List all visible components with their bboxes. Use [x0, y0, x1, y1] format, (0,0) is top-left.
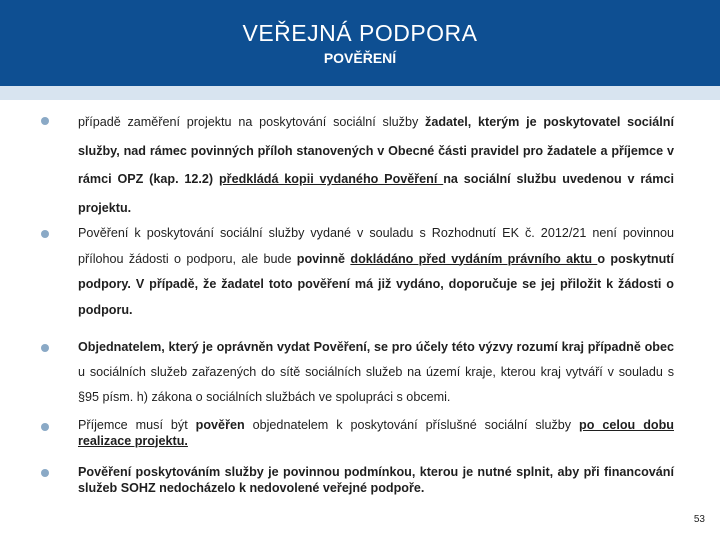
text-segment-bold: Objednatelem, který je oprávněn vydat Pověření, se pro účely této výzvy rozumí kraj případně obec: [78, 340, 674, 354]
text-segment-bold-underlined: po celou dobu realizace projektu.: [78, 418, 674, 448]
bullet-icon: [41, 344, 49, 352]
slide-header: [0, 0, 720, 86]
slide-subtitle: POVĚŘENÍ: [323, 50, 397, 66]
bullet-text: [78, 335, 674, 410]
text-segment: Pověření k poskytování sociální služby vydané v souladu s Rozhodnutí EK č. 2012/21 není povinnou přílohou žádosti o podporu, ale bude: [78, 226, 674, 266]
bullet-text: [78, 108, 674, 222]
bullet-icon: [41, 117, 49, 125]
header-divider: [0, 86, 720, 100]
bullet-text: [78, 464, 674, 496]
page-number: 53: [693, 514, 705, 525]
text-segment-bold-underlined: dokládáno před vydáním právního aktu: [350, 251, 598, 266]
text-segment: případě zaměření projektu na poskytování sociální služby: [78, 115, 426, 129]
bullet-icon: [41, 230, 49, 238]
text-segment-bold: žadatel, kterým je poskytovatel sociální služby, nad rámec povinných příloh stanovených v Obecné části pravidel pro žadatele a příjemce v rámci OPZ (kap. 12.2): [78, 115, 674, 186]
bullet-text: [78, 221, 674, 323]
bullet-icon: [41, 469, 49, 477]
text-segment-bold: povinně: [296, 251, 351, 266]
text-segment-bold: pověřen: [195, 418, 253, 432]
text-segment: objednatelem k poskytování příslušné sociální služby: [252, 418, 580, 432]
slide-title: VEŘEJNÁ PODPORA: [242, 20, 478, 46]
text-segment-bold: o poskytnutí podpory. V případě, že žadatel toto pověření má již vydáno, doporučuje se jej přiložit k žádosti o podporu.: [78, 251, 674, 317]
text-segment: Příjemce musí být: [78, 418, 196, 432]
bullet-icon: [41, 423, 49, 431]
text-segment-bold: Pověření poskytováním služby je povinnou podmínkou, kterou je nutné splnit, aby při financování služeb SOHZ nedocházelo k nedovolené veřejné podpoře.: [78, 465, 674, 495]
text-segment-bold: na sociální službu uvedenou v rámci projektu.: [78, 172, 674, 215]
text-segment: u sociálních služeb zařazených do sítě sociálních služeb na území kraje, kterou kraj vytváří v souladu s §95 písm. h) zákona o sociálních službách ve spolupráci s obcemi.: [78, 365, 674, 404]
bullet-text: [78, 418, 674, 449]
text-segment-bold-underlined: předkládá kopii vydaného Pověření: [218, 172, 444, 186]
